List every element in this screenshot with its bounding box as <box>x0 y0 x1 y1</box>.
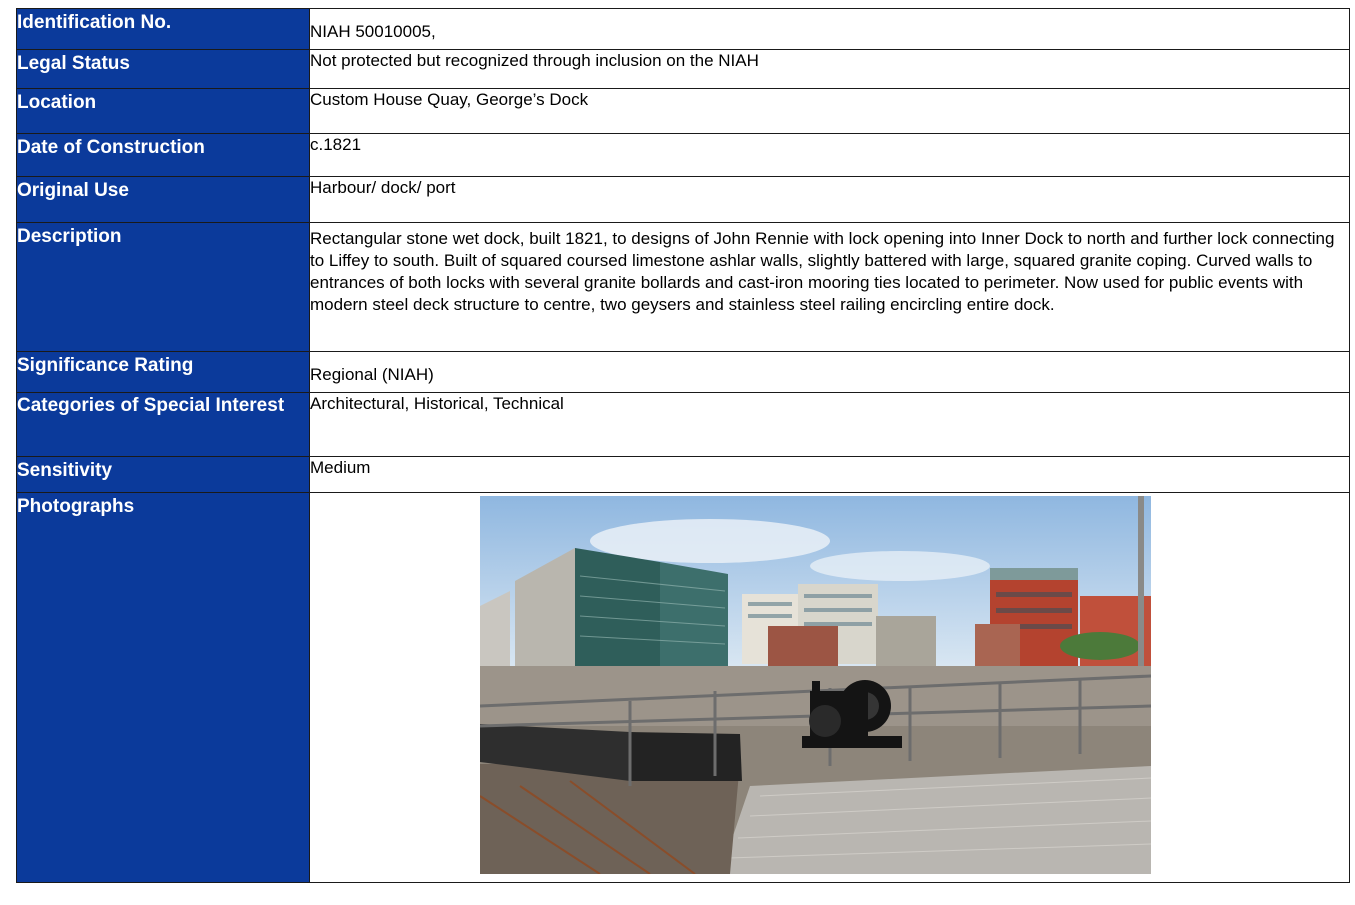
row-value: Custom House Quay, George’s Dock <box>310 89 1350 134</box>
row-label: Sensitivity <box>17 457 310 493</box>
row-label: Photographs <box>17 493 310 883</box>
table-row <box>17 223 1350 352</box>
row-value: NIAH 50010005, <box>310 9 1350 50</box>
row-label: Identification No. <box>17 9 310 50</box>
table-row <box>17 393 1350 457</box>
table-row <box>17 177 1350 223</box>
table-row <box>17 493 1350 883</box>
row-value: Harbour/ dock/ port <box>310 177 1350 223</box>
row-label: Categories of Special Interest <box>17 393 310 457</box>
record-table <box>16 8 1350 883</box>
row-label: Date of Construction <box>17 134 310 177</box>
row-value: Architectural, Historical, Technical <box>310 393 1350 457</box>
row-label: Description <box>17 223 310 352</box>
photograph-cell <box>310 493 1350 883</box>
row-label: Location <box>17 89 310 134</box>
row-label: Original Use <box>17 177 310 223</box>
row-value: Rectangular stone wet dock, built 1821, to designs of John Rennie with lock opening into Inner Dock to north and further lock connecting to Liffey to south. Built of squared coursed limestone ashlar walls, slightly battered with large, squared granite coping. Curved walls to entrances of both locks with several granite bollards and cast-iron mooring ties located to perimeter. Now used for public events with modern steel deck structure to centre, two geysers and stainless steel railing encircling entire dock. <box>310 223 1350 352</box>
row-label: Significance Rating <box>17 352 310 393</box>
table-row <box>17 457 1350 493</box>
table-row <box>17 50 1350 89</box>
row-value: c.1821 <box>310 134 1350 177</box>
table-row <box>17 134 1350 177</box>
row-value: Regional (NIAH) <box>310 352 1350 393</box>
row-value: Not protected but recognized through inclusion on the NIAH <box>310 50 1350 89</box>
row-value: Medium <box>310 457 1350 493</box>
dock-photograph <box>480 496 1151 874</box>
table-row <box>17 89 1350 134</box>
table-row <box>17 352 1350 393</box>
row-label: Legal Status <box>17 50 310 89</box>
table-row <box>17 9 1350 50</box>
